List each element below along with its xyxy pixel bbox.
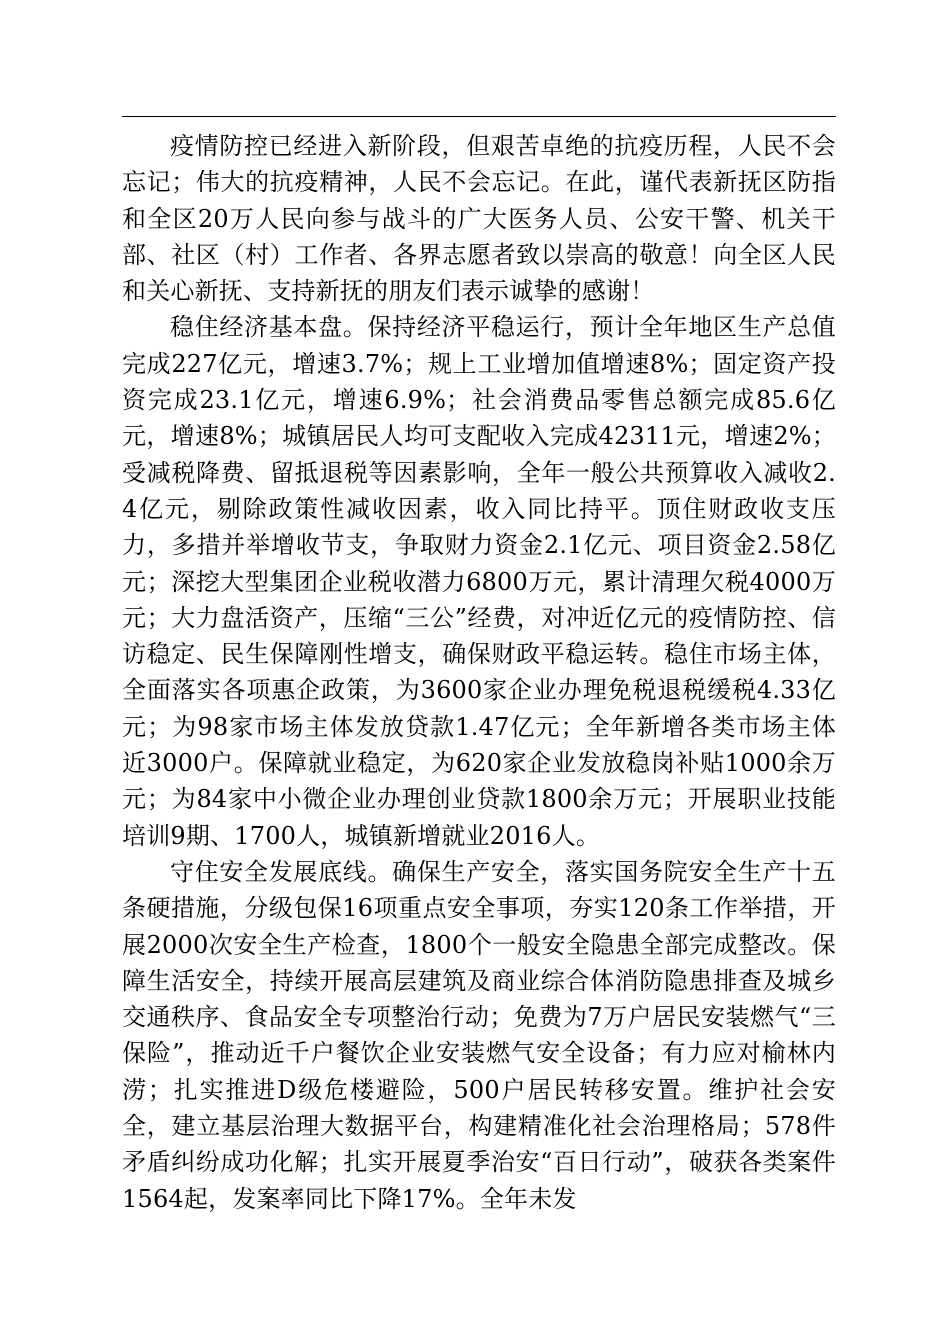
paragraph-safety-bottom-line: 守住安全发展底线。确保生产安全，落实国务院安全生产十五条硬措施，分级包保16项重点安全事项，夯实120条工作举措，开展2000次安全生产检查，1800个一般安全隐患全部完成整改。保障生活安全，持续开展高层建筑及商业综合体消防隐患排查及城乡交通秩序、食品安全专项整治行动；免费为7万户居民安装燃气“三保险”，推动近千户餐饮企业安装燃气安全设备；有力应对榆林内涝；扎实推进D级危楼避险，500户居民转移安置。维护社会安全，建立基层治理大数据平台，构建精准化社会治理格局；578件矛盾纠纷成功化解；扎实开展夏季治安“百日行动”，破获各类案件1564起，发案率同比下降17%。全年未发 [122, 857, 836, 1213]
header-rule [122, 116, 836, 117]
paragraph-stabilize-economy: 稳住经济基本盘。保持经济平稳运行，预计全年地区生产总值完成227亿元，增速3.7%；规上工业增加值增速8%；固定资产投资完成23.1亿元，增速6.9%；社会消费品零售总额完成85.6亿元，增速8%；城镇居民人均可支配收入完成42311元，增速2%；受减税降费、留抵退税等因素影响，全年一般公共预算收入减收2.4亿元，剔除政策性减收因素，收入同比持平。顶住财政收支压力，多措并举增收节支，争取财力资金2.1亿元、项目资金2.58亿元；深挖大型集团企业税收潜力6800万元，累计清理欠税4000万元；大力盘活资产，压缩“三公”经费，对冲近亿元的疫情防控、信访稳定、民生保障刚性增支，确保财政平稳运转。稳住市场主体，全面落实各项惠企政策，为3600家企业办理免税退税缓税4.33亿元；为98家市场主体发放贷款1.47亿元；全年新增各类市场主体近3000户。保障就业稳定，为620家企业发放稳岗补贴1000余万元；为84家中小微企业办理创业贷款1800余万元；开展职业技能培训9期、1700人，城镇新增就业2016人。 [122, 313, 836, 850]
paragraph-epidemic-thanks: 疫情防控已经进入新阶段，但艰苦卓绝的抗疫历程，人民不会忘记；伟大的抗疫精神，人民不会忘记。在此，谨代表新抚区防指和全区20万人民向参与战斗的广大医务人员、公安干警、机关干部、社区（村）工作者、各界志愿者致以崇高的敬意！向全区人民和关心新抚、支持新抚的朋友们表示诚挚的感谢！ [122, 132, 836, 306]
document-body [122, 128, 836, 1217]
